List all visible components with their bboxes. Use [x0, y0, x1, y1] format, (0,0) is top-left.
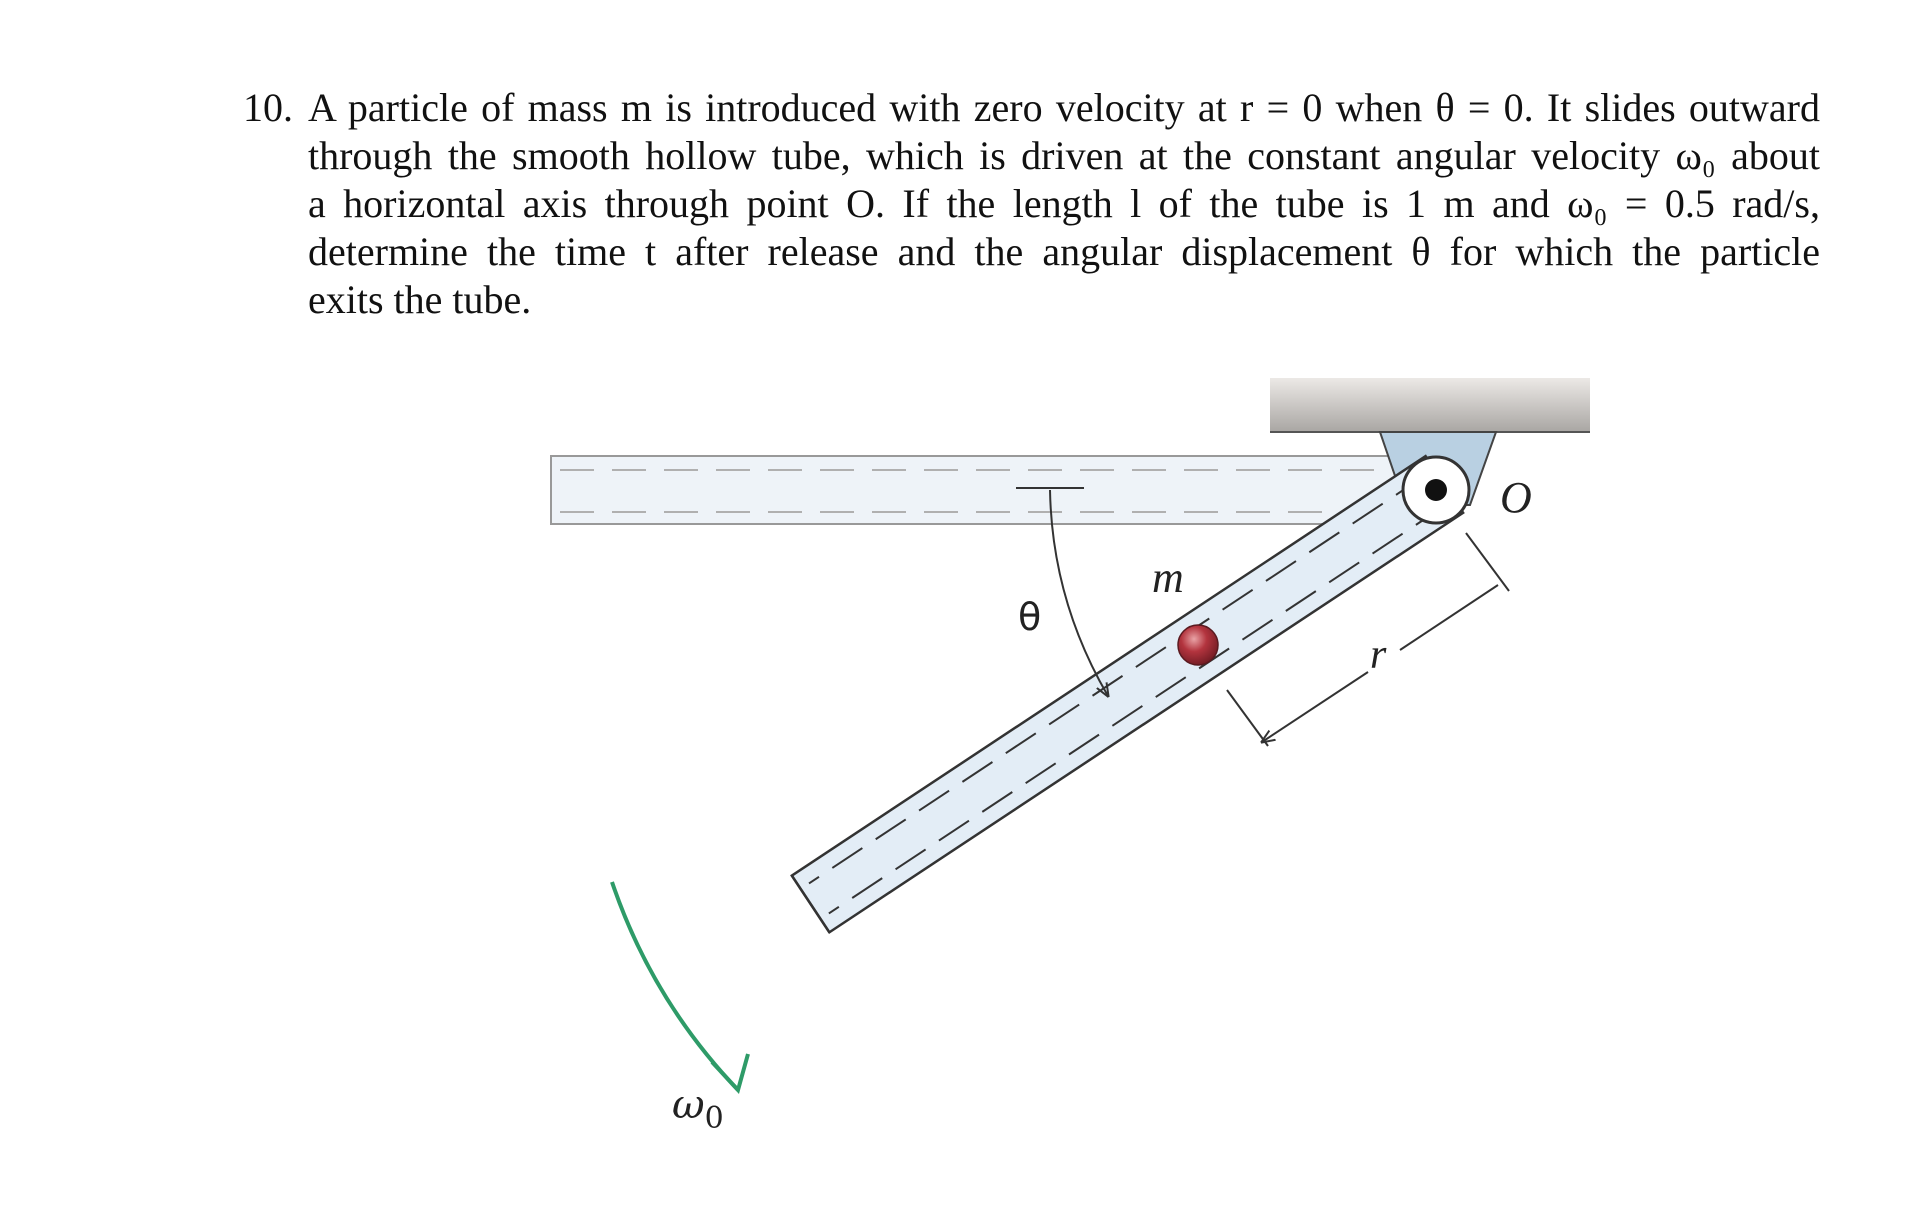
- pivot-center-dot: [1425, 479, 1447, 501]
- problem-line-3: a horizontal axis through point O. If the length l of the tube is 1 m and ω₀ = 0.5 rad/s,: [308, 181, 1820, 226]
- problem-line-2: through the smooth hollow tube, which is driven at the constant angular velocity ω₀ about: [308, 133, 1820, 178]
- ceiling-support: [1270, 378, 1590, 432]
- radius-label: r: [1370, 632, 1387, 678]
- pivot-label: O: [1500, 473, 1532, 522]
- omega-symbol: ω: [672, 1082, 705, 1128]
- particle-mass: [1178, 625, 1218, 665]
- rotating-tube: [792, 456, 1463, 932]
- omega-subscript: 0: [704, 1101, 724, 1136]
- omega-label: [672, 1082, 724, 1136]
- problem-line-4: determine the time t after release and the angular displacement θ for which the particle: [308, 229, 1820, 274]
- problem-number: 10.: [243, 85, 293, 130]
- mass-label: m: [1152, 553, 1184, 602]
- angle-label: θ: [1018, 595, 1042, 639]
- omega-arrow-icon: [612, 882, 738, 1090]
- problem-line-1: A particle of mass m is introduced with zero velocity at r = 0 when θ = 0. It slides outward: [308, 85, 1820, 130]
- initial-tube-position: [551, 456, 1431, 524]
- omega-arrowhead-icon: [712, 1054, 748, 1090]
- problem-line-5: exits the tube.: [308, 277, 532, 322]
